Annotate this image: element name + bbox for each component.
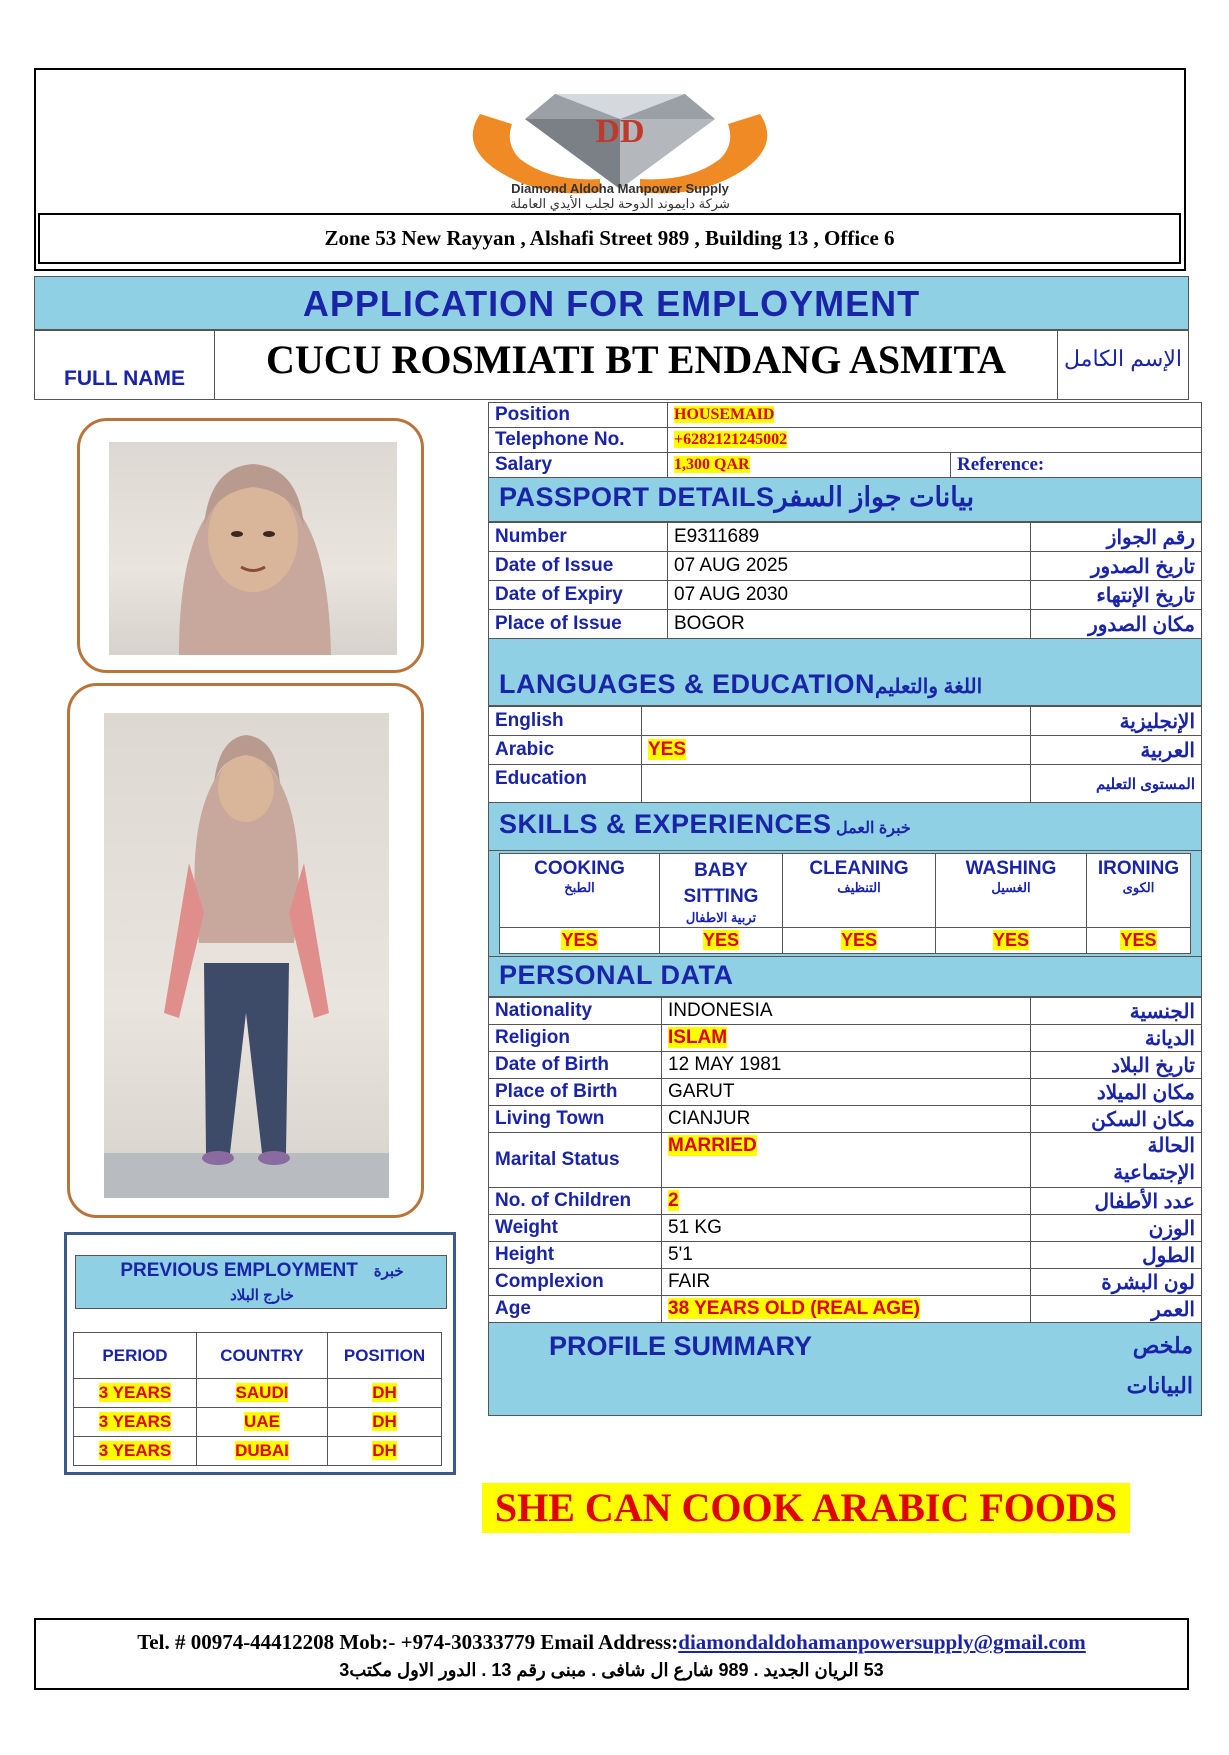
full-name-label-ar: الإسم الكامل — [1057, 331, 1188, 399]
position-cell: DH — [372, 1441, 397, 1460]
salary-value: 1,300 QAR — [674, 456, 750, 473]
personal-row-label: Place of Birth — [489, 1079, 662, 1106]
passport-row-label: Date of Issue — [489, 552, 668, 581]
footer-box — [34, 1618, 1189, 1690]
language-row-ar: المستوى التعليم — [1031, 765, 1202, 803]
personal-row-label: Age — [489, 1296, 662, 1323]
personal-row-ar: مكان السكن — [1031, 1106, 1202, 1133]
footer-tel: Tel. # 00974-44412208 Mob:- +974-30333779 Email Address: — [137, 1630, 679, 1654]
table-row — [489, 736, 1202, 765]
language-row-label: Education — [489, 765, 642, 803]
passport-title: PASSPORT DETAILS — [499, 482, 775, 512]
personal-row-label: Religion — [489, 1025, 662, 1052]
languages-title-ar: اللغة والتعليم — [875, 676, 983, 698]
skill-value: YES — [702, 930, 740, 950]
language-row-value: YES — [648, 739, 687, 760]
table-row — [489, 1296, 1202, 1323]
personal-row-value: MARRIED — [668, 1135, 757, 1156]
personal-row-label: Nationality — [489, 998, 662, 1025]
table-row — [489, 1188, 1202, 1215]
table-row — [74, 1437, 442, 1466]
table-row — [489, 707, 1202, 736]
previous-employment-title-ar-1: خبرة — [373, 1263, 404, 1280]
personal-row-label: No. of Children — [489, 1188, 662, 1215]
table-row — [489, 1215, 1202, 1242]
company-address: Zone 53 New Rayyan , Alshafi Street 989 , Building 13 , Office 6 — [38, 213, 1181, 264]
passport-row-value: 07 AUG 2025 — [668, 552, 1031, 581]
passport-section-header — [488, 478, 1202, 522]
personal-row-ar: عدد الأطفال — [1031, 1188, 1202, 1215]
right-column — [488, 402, 1202, 1416]
previous-employment-title: PREVIOUS EMPLOYMENT — [120, 1260, 358, 1281]
country-cell: SAUDI — [235, 1383, 289, 1402]
skills-table — [499, 853, 1191, 954]
personal-row-label: Complexion — [489, 1269, 662, 1296]
country-cell: DUBAI — [235, 1441, 289, 1460]
personal-row-value: 38 YEARS OLD (REAL AGE) — [668, 1298, 920, 1319]
personal-row-value: INDONESIA — [668, 1000, 773, 1021]
table-row — [489, 1269, 1202, 1296]
passport-row-ar: رقم الجواز — [1031, 523, 1202, 552]
languages-section-header — [488, 639, 1202, 706]
previous-employment-header — [75, 1255, 447, 1309]
period-cell: 3 YEARS — [98, 1383, 172, 1402]
table-row — [489, 765, 1202, 803]
skill-value: YES — [561, 930, 598, 950]
languages-table — [488, 706, 1202, 803]
personal-row-ar: لون البشرة — [1031, 1269, 1202, 1296]
previous-employment-box — [64, 1232, 456, 1475]
language-row-label: English — [489, 707, 642, 736]
skill-label: COOKING — [534, 858, 625, 879]
position-value: HOUSEMAID — [674, 406, 775, 423]
passport-row-value: 07 AUG 2030 — [668, 581, 1031, 610]
personal-row-ar: العمر — [1031, 1296, 1202, 1323]
passport-table — [488, 522, 1202, 639]
personal-row-label: Weight — [489, 1215, 662, 1242]
footer-contact — [36, 1630, 1187, 1655]
skill-label: WASHING — [965, 858, 1057, 879]
profile-summary-title: PROFILE SUMMARY — [549, 1331, 812, 1361]
personal-row-ar: الوزن — [1031, 1215, 1202, 1242]
profile-summary-box — [488, 1323, 1202, 1416]
table-row — [489, 1106, 1202, 1133]
table-row — [489, 610, 1202, 639]
personal-row-ar: الجنسية — [1031, 998, 1202, 1025]
salary-label: Salary — [489, 453, 668, 478]
skill-value: YES — [992, 930, 1030, 950]
table-row — [489, 1133, 1202, 1188]
skill-label: BABY SITTING — [683, 860, 759, 907]
position-label: Position — [489, 403, 668, 428]
previous-employment-title-ar-2: خارج البلاد — [230, 1287, 294, 1304]
skill-label-ar: الطبخ — [564, 880, 595, 895]
language-row-label: Arabic — [489, 736, 642, 765]
skill-value: YES — [840, 930, 878, 950]
personal-row-label: Marital Status — [489, 1133, 662, 1188]
passport-row-label: Number — [489, 523, 668, 552]
personal-row-value: GARUT — [668, 1081, 735, 1102]
skills-box — [488, 851, 1202, 957]
languages-title: LANGUAGES & EDUCATION — [499, 669, 876, 699]
personal-row-value: ISLAM — [668, 1027, 728, 1048]
passport-row-ar: مكان الصدور — [1031, 610, 1202, 639]
skills-section-header — [488, 803, 1202, 851]
full-name-value: CUCU ROSMIATI BT ENDANG ASMITA — [265, 337, 1007, 382]
remark-banner: SHE CAN COOK ARABIC FOODS — [482, 1483, 1130, 1533]
table-row — [489, 1052, 1202, 1079]
reference-label: Reference: — [951, 453, 1202, 478]
skill-label-ar: الغسيل — [991, 880, 1031, 895]
personal-row-value: CIANJUR — [668, 1108, 751, 1129]
logo-letters: DD — [595, 113, 645, 150]
personal-row-value: 5'1 — [668, 1244, 693, 1265]
table-row — [74, 1408, 442, 1437]
profile-summary-title-ar-1: ملخص — [1132, 1333, 1193, 1358]
passport-row-label: Date of Expiry — [489, 581, 668, 610]
skill-label-ar: التنظيف — [837, 880, 881, 895]
passport-title-ar: بيانات جواز السفر — [774, 482, 975, 512]
previous-employment-table — [73, 1332, 442, 1466]
skill-washing — [936, 854, 1087, 928]
skills-title-ar: خبرة العمل — [836, 820, 911, 837]
footer-address-ar: 53 الريان الجديد . 989 شارع ال شافى . مبنى رقم 13 . الدور الاول مكتب3 — [339, 1660, 884, 1680]
personal-row-ar: تاريخ البلاد — [1031, 1052, 1202, 1079]
period-cell: 3 YEARS — [98, 1441, 172, 1460]
personal-title: PERSONAL DATA — [499, 960, 734, 990]
personal-row-ar: الطول — [1031, 1242, 1202, 1269]
table-row — [489, 523, 1202, 552]
personal-row-ar: مكان الميلاد — [1031, 1079, 1202, 1106]
period-cell: 3 YEARS — [98, 1412, 172, 1431]
profile-summary-title-ar-2: البيانات — [1126, 1373, 1193, 1398]
personal-row-value: 2 — [668, 1190, 679, 1211]
passport-row-value: BOGOR — [668, 610, 1031, 639]
skill-cooking — [500, 854, 660, 928]
skill-value: YES — [1120, 930, 1157, 950]
skill-label: CLEANING — [809, 858, 909, 879]
passport-row-label: Place of Issue — [489, 610, 668, 639]
table-row — [489, 1242, 1202, 1269]
skill-cleaning — [783, 854, 936, 928]
company-name-en: Diamond Aldoha Manpower Supply — [511, 181, 729, 196]
job-info-table — [488, 402, 1202, 478]
country-cell: UAE — [244, 1412, 280, 1431]
table-row — [489, 552, 1202, 581]
passport-row-ar: تاريخ الإنتهاء — [1031, 581, 1202, 610]
personal-row-label: Height — [489, 1242, 662, 1269]
table-row — [489, 998, 1202, 1025]
company-name-ar: شركة دايموند الدوحة لجلب الأيدي العاملة — [510, 196, 730, 211]
table-row — [489, 1079, 1202, 1106]
language-row-ar: الإنجليزية — [1031, 707, 1202, 736]
full-body-photo — [104, 713, 389, 1198]
portrait-photo — [109, 442, 397, 655]
personal-table — [488, 997, 1202, 1323]
skill-label: IRONING — [1097, 858, 1180, 879]
full-name-label: FULL NAME — [35, 331, 215, 399]
header-country: COUNTRY — [197, 1333, 328, 1379]
personal-row-value: 51 KG — [668, 1217, 722, 1238]
header-period: PERIOD — [74, 1333, 197, 1379]
telephone-label: Telephone No. — [489, 428, 668, 453]
position-cell: DH — [372, 1383, 397, 1402]
personal-row-value: 12 MAY 1981 — [668, 1054, 782, 1075]
personal-row-value: FAIR — [668, 1271, 711, 1292]
skill-ironing — [1087, 854, 1191, 928]
telephone-value: +6282121245002 — [674, 431, 788, 448]
photo-frame-full — [67, 683, 424, 1218]
personal-row-ar: الديانة — [1031, 1025, 1202, 1052]
passport-row-ar: تاريخ الصدور — [1031, 552, 1202, 581]
form-title: APPLICATION FOR EMPLOYMENT — [34, 276, 1189, 330]
skill-label-ar: تربية الاطفال — [685, 910, 757, 925]
skill-baby-sitting — [660, 854, 783, 928]
skills-title: SKILLS & EXPERIENCES — [499, 809, 832, 839]
personal-row-label: Living Town — [489, 1106, 662, 1133]
language-row-ar: العربية — [1031, 736, 1202, 765]
table-row — [74, 1379, 442, 1408]
personal-section-header — [488, 957, 1202, 997]
passport-row-value: E9311689 — [668, 523, 1031, 552]
table-row — [489, 581, 1202, 610]
skill-label-ar: الكوى — [1122, 880, 1155, 895]
personal-row-label: Date of Birth — [489, 1052, 662, 1079]
photo-frame-portrait — [77, 418, 424, 673]
full-name-row — [34, 330, 1189, 400]
table-row — [489, 1025, 1202, 1052]
position-cell: DH — [372, 1412, 397, 1431]
footer-email-link[interactable]: diamondaldohamanpowersupply@gmail.com — [678, 1630, 1086, 1654]
personal-row-ar: الحالة الإجتماعية — [1031, 1133, 1202, 1188]
header-position: POSITION — [328, 1333, 442, 1379]
